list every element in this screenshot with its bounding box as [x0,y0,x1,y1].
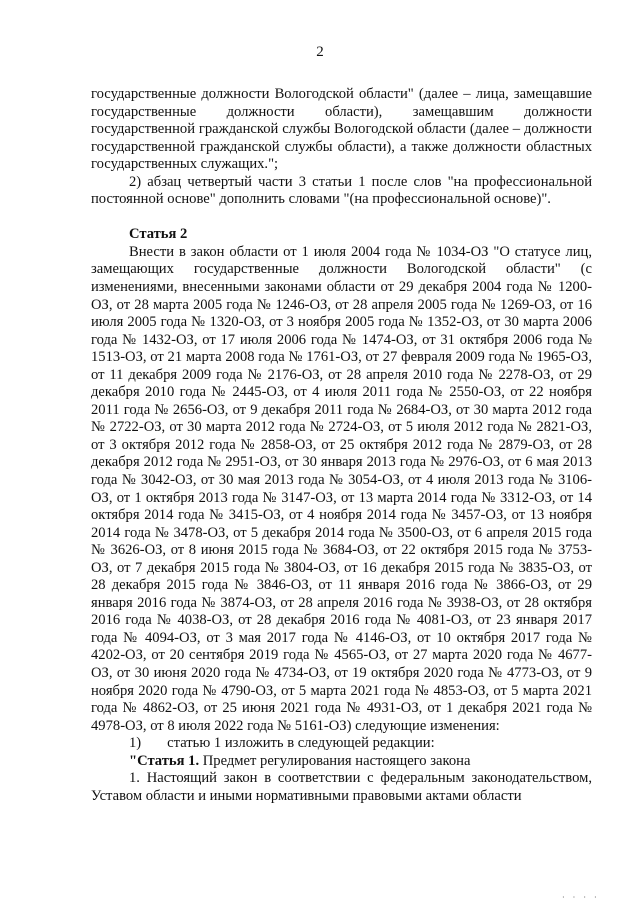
paragraph-amendment-2: 2) абзац четвертый части 3 статьи 1 после слов "на профессиональной постоянной основе" дополнить словами "(на профессиональной основе)". [91,173,592,208]
article-heading: Статья 2 [129,226,188,243]
quoted-article-title [91,753,592,771]
footer-mark: · · · · [562,893,600,902]
document-body [91,86,592,805]
article-body: Внести в закон области от 1 июля 2004 года № 1034-ОЗ "О статусе лиц, замещающих государственные должности Вологодской области" (с изменениями, внесенными законами области от 29 декабря 2004 года № 1200-ОЗ, от 28 марта 2005 года № 1246-ОЗ, от 28 апреля 2005 года № 1269-ОЗ, от 16 июля 2005 года № 1320-ОЗ, от 3 ноября 2005 года № 1352-ОЗ, от 30 марта 2006 года № 1432-ОЗ, от 17 июля 2006 года № 1474-ОЗ, от 31 октября 2006 года № 1513-ОЗ, от 21 марта 2008 года № 1761-ОЗ, от 27 февраля 2009 года № 1965-ОЗ, от 11 декабря 2009 года № 2176-ОЗ, от 28 апреля 2010 года № 2278-ОЗ, от 29 декабря 2010 года № 2445-ОЗ, от 4 июля 2011 года № 2550-ОЗ, от 22 ноября 2011 года № 2656-ОЗ, от 9 декабря 2011 года № 2684-ОЗ, от 30 марта 2012 года № 2722-ОЗ, от 30 марта 2012 года № 2724-ОЗ, от 5 июля 2012 года № 2821-ОЗ, от 3 октября 2012 года № 2858-ОЗ, от 25 октября 2012 года № 2879-ОЗ, от 28 декабря 2012 года № 2951-ОЗ, от 30 января 2013 года № 2976-ОЗ, от 6 мая 2013 года № 3042-ОЗ, от 30 мая 2013 года № 3054-ОЗ, от 4 июля 2013 года № 3106-ОЗ, от 1 октября 2013 года № 3147-ОЗ, от 13 марта 2014 года № 3312-ОЗ, от 14 октября 2014 года № 3415-ОЗ, от 4 ноября 2014 года № 3457-ОЗ, от 13 ноября 2014 года № 3478-ОЗ, от 5 декабря 2014 года № 3500-ОЗ, от 6 апреля 2015 года № 3626-ОЗ, от 8 июня 2015 года № 3684-ОЗ, от 22 октября 2015 года № 3753-ОЗ, от 7 декабря 2015 года № 3804-ОЗ, от 16 декабря 2015 года № 3835-ОЗ, от 28 декабря 2015 года № 3846-ОЗ, от 11 января 2016 года № 3866-ОЗ, от 29 января 2016 года № 3874-ОЗ, от 28 апреля 2016 года № 3938-ОЗ, от 28 октября 2016 года № 4038-ОЗ, от 28 декабря 2016 года № 4081-ОЗ, от 23 января 2017 года № 4094-ОЗ, от 3 мая 2017 года № 4146-ОЗ, от 10 октября 2017 года № 4202-ОЗ, от 20 сентября 2019 года № 4565-ОЗ, от 27 марта 2020 года № 4677-ОЗ, от 30 июня 2020 года № 4734-ОЗ, от 19 октября 2020 года № 4773-ОЗ, от 9 ноября 2020 года № 4790-ОЗ, от 5 марта 2021 года № 4853-ОЗ, от 5 марта 2021 года № 4862-ОЗ, от 25 июня 2021 года № 4931-ОЗ, от 1 декабря 2021 года № 4978-ОЗ, от 8 июля 2022 года № 5161-ОЗ) следующие изменения: [91,243,592,734]
page-number: 2 [316,44,324,60]
list-item-number: 1) [129,735,142,752]
quoted-paragraph-1: 1. Настоящий закон в соответствии с федеральным законодательством, Уставом области и иными нормативными правовыми актами области [91,770,592,804]
list-item-1 [91,735,592,753]
quoted-article-label: "Статья 1. [129,752,200,769]
quoted-article-subject: Предмет регулирования настоящего закона [199,752,471,769]
list-item-text: статью 1 изложить в следующей редакции: [167,735,435,752]
paragraph-continuation: государственные должности Вологодской области" (далее – лица, замещавшие государственные должности области), замещавшим должности государственной гражданской службы Вологодской области (далее – должности государственной гражданской службы области), а также должности областных государственных служащих."; [91,86,592,173]
